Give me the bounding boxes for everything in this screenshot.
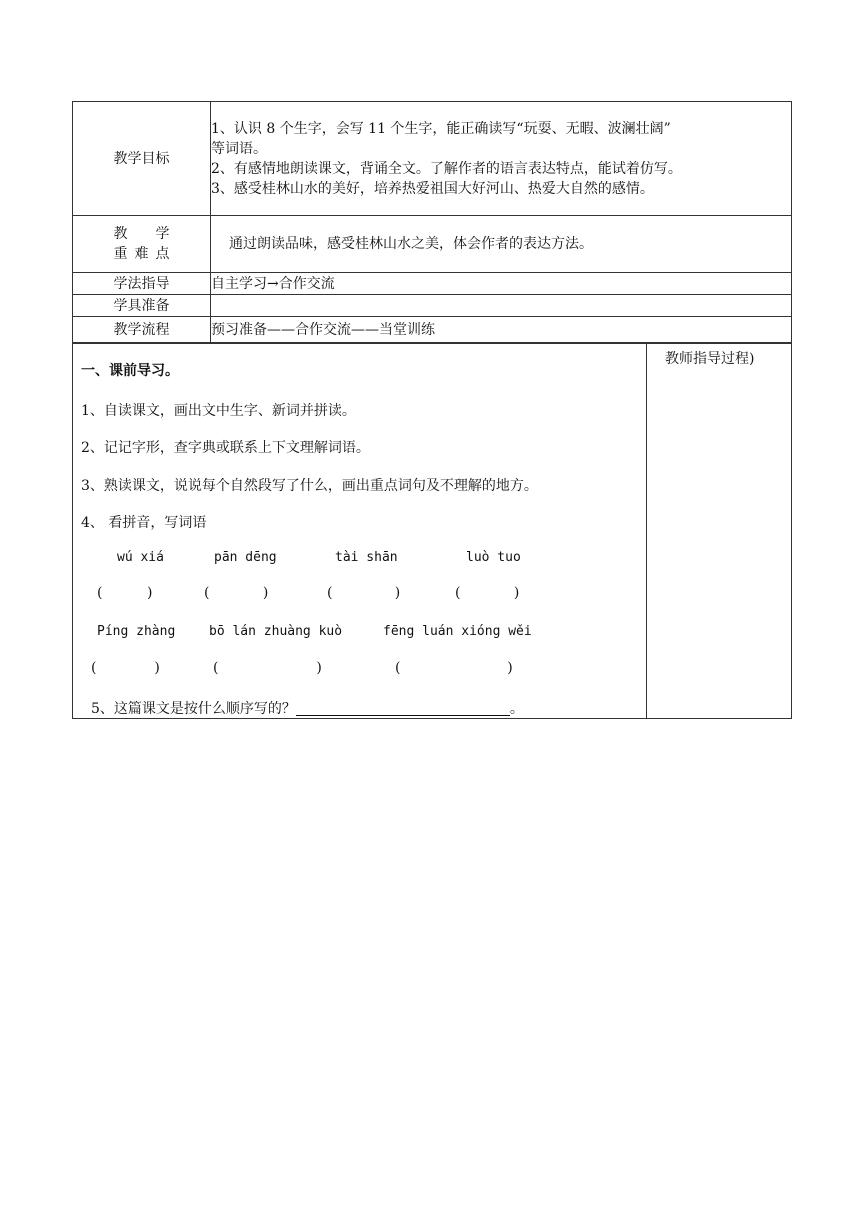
process-content: 预习准备——合作交流——当堂训练	[211, 317, 792, 343]
goals-label: 教学目标	[73, 102, 211, 216]
process-label: 教学流程	[73, 317, 211, 343]
question-5-answer-line[interactable]	[296, 701, 510, 716]
section-title: 一、课前导习。	[81, 363, 179, 379]
answer-blank-6[interactable]: ( )	[213, 660, 322, 676]
answer-blank-3[interactable]: ( )	[327, 585, 401, 601]
answer-blank-1[interactable]: ( )	[97, 585, 153, 601]
item-4: 4、 看拼音，写词语	[81, 515, 207, 531]
question-5-text: 5、这篇课文是按什么顺序写的？	[91, 701, 296, 717]
answer-blank-7[interactable]: ( )	[395, 660, 513, 676]
goal-line-3: 3、感受桂林山水的美好，培养热爱祖国大好河山、热爱大自然的感情。	[211, 180, 654, 197]
pinyin-word-1: wú xiá	[117, 550, 164, 565]
goals-row	[73, 102, 792, 216]
lesson-plan-table	[72, 101, 792, 343]
method-label: 学法指导	[73, 273, 211, 295]
key-points-row	[73, 216, 792, 273]
key-points-content: 通过朗读品味，感受桂林山水之美，体会作者的表达方法。	[211, 216, 792, 273]
goal-line-2: 2、有感情地朗读课文，背诵全文。了解作者的语言表达特点，能试着仿写。	[211, 160, 682, 177]
answer-blank-2[interactable]: ( )	[204, 585, 269, 601]
teacher-guidance-header: 教师指导过程)	[665, 351, 755, 367]
key-points-label-line2: 重难点	[113, 246, 177, 262]
pinyin-word-2: pān dēng	[214, 550, 277, 565]
goal-line-1-cont: 等词语。	[211, 140, 267, 157]
pinyin-word-7: fēng luán xióng wěi	[383, 624, 532, 639]
method-content: 自主学习→合作交流	[211, 273, 792, 295]
tools-row	[73, 295, 792, 317]
pinyin-word-3: tài shān	[335, 550, 398, 565]
pinyin-word-6: bō lán zhuàng kuò	[209, 624, 343, 639]
pinyin-word-4: luò tuo	[466, 550, 521, 565]
question-5	[91, 698, 524, 718]
tools-label: 学具准备	[73, 295, 211, 317]
goals-content	[211, 102, 792, 216]
answer-blank-4[interactable]: ( )	[455, 585, 520, 601]
goal-line-1: 1、认识 8 个生字，会写 11 个生字，能正确读写“玩耍、无暇、波澜壮阔”	[211, 120, 671, 137]
preview-section-table	[72, 343, 792, 719]
question-5-end: 。	[509, 701, 524, 717]
key-points-label	[73, 216, 211, 273]
key-points-label-line1: 教学	[113, 226, 198, 242]
item-1: 1、自读课文，画出文中生字、新词并拼读。	[81, 403, 356, 419]
process-row	[73, 317, 792, 343]
teacher-guidance-cell	[647, 344, 792, 719]
pinyin-word-5: Píng zhàng	[97, 624, 176, 639]
answer-blank-5[interactable]: ( )	[91, 660, 160, 676]
tools-content	[211, 295, 792, 317]
item-2: 2、记记字形，查字典或联系上下文理解词语。	[81, 440, 370, 456]
method-row	[73, 273, 792, 295]
item-3: 3、熟读课文，说说每个自然段写了什么，画出重点词句及不理解的地方。	[81, 478, 538, 494]
preview-content-cell	[73, 344, 647, 719]
